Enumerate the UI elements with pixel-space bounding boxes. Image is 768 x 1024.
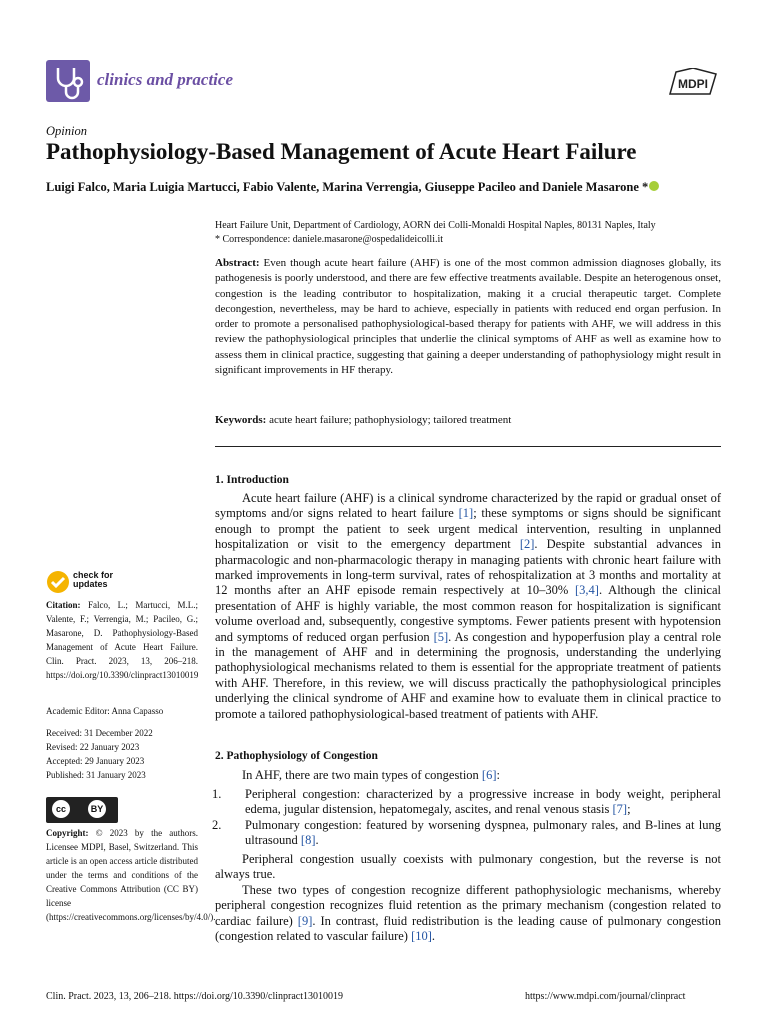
orcid-icon[interactable] xyxy=(649,181,659,191)
keywords-label: Keywords: xyxy=(215,414,267,426)
check-line: check for xyxy=(73,570,114,580)
list-text: Peripheral congestion: characterized by a progressive increase in body weight, peripheral edema, jugular distension, hepatomegaly, ascites, and renal venous stasis xyxy=(245,787,721,817)
citation-block xyxy=(46,598,198,682)
academic-editor: Academic Editor: Anna Capasso xyxy=(46,706,164,716)
punctuation: ; xyxy=(627,802,631,817)
reference-link[interactable]: [8] xyxy=(300,833,316,848)
paragraph xyxy=(215,768,721,783)
citation-text: Falco, L.; Martucci, M.L.; Valente, F.; Verrengia, M.; Pacileo, G.; Masarone, D. Pathophysiology-Based Management of Acute Heart Failure. Clin. Pract. 2023, 13, 206–218. https://doi.org/10.3390/clinpract13010019 xyxy=(46,600,199,680)
check-line: updates xyxy=(73,579,108,589)
punctuation: . xyxy=(315,833,319,848)
list-item xyxy=(212,787,721,818)
author-list xyxy=(46,180,659,195)
by-icon: BY xyxy=(86,798,108,820)
reference-link[interactable]: [3,4] xyxy=(575,583,599,598)
check-for-updates-link[interactable] xyxy=(73,571,113,589)
cc-icon: cc xyxy=(50,798,72,820)
date-accepted: Accepted: 29 January 2023 xyxy=(46,756,145,766)
affiliation: Heart Failure Unit, Department of Cardiology, AORN dei Colli-Monaldi Hospital Naples, 80131 Naples, Italy xyxy=(215,220,656,231)
date-received: Received: 31 December 2022 xyxy=(46,728,153,738)
correspondence: * Correspondence: daniele.masarone@ospedalideicolli.it xyxy=(215,234,444,245)
citation-label: Citation: xyxy=(46,600,81,610)
text-run: These two types of congestion recognize different pathophysiologic mechanisms, whereby peripheral congestion recognizes fluid retention as the primary mechanism (congestion related to cardiac failure) xyxy=(215,882,721,928)
section-heading-introduction: 1. Introduction xyxy=(215,474,289,486)
copyright-block xyxy=(46,826,216,924)
reference-link[interactable]: [2] xyxy=(519,537,535,552)
text-run: . xyxy=(431,929,436,944)
article-title: Pathophysiology-Based Management of Acute Heart Failure xyxy=(46,139,637,164)
congestion-list xyxy=(212,787,721,849)
text-run: . As congestion and hypoperfusion play a central role in the management of AHF and in determining the prognosis, understanding the underlying pathophysiological mechanisms related to them is essential for the appropriate treatment of patients with AHF. Therefore, in this review, we will discuss practically the pathophysiological principles underlying the clinical syndrome of AHF and examine how to evaluate them in clinical practice to promote a tailored pathophysiological-based treatment of patients with AHF. xyxy=(215,629,721,721)
text-run: In AHF, there are two main types of congestion xyxy=(242,768,482,782)
abstract-text: Even though acute heart failure (AHF) is one of the most common admission diagnoses globally, its pathogenesis is poorly understood, and there are few effective treatments available. Despite an heterogenous onset, congestion is the leading contributor to hospitalization, making it a crucial therapeutic target. Complete decongestion, nevertheless, may be hard to achieve, especially in patients with reduced end organ perfusion. In order to promote a personalised pathophysiological-based therapy for patients with AHF, we will address in this review the pathophysiological principles that underlie the clinical symptoms of AHF as well as examine how to assess them in clinical practice, suggesting that gaining a deeper understanding of pathophysiology might result in significant improvements in HF therapy. xyxy=(215,257,722,377)
abstract-label: Abstract: xyxy=(215,257,260,269)
list-text: Pulmonary congestion: featured by worsening dyspnea, pulmonary rales, and B-lines at lung ultrasound xyxy=(245,817,721,848)
reference-link[interactable]: [5] xyxy=(433,629,449,644)
journal-name: clinics and practice xyxy=(97,70,233,89)
journal-logo-stethoscope-icon xyxy=(46,60,90,102)
list-number: 2. xyxy=(212,817,222,832)
paragraph xyxy=(215,491,721,722)
divider xyxy=(215,446,721,447)
list-number: 1. xyxy=(212,787,222,801)
footer-citation: Clin. Pract. 2023, 13, 206–218. https://doi.org/10.3390/clinpract13010019 xyxy=(46,991,344,1002)
cc-by-license-icon[interactable] xyxy=(46,797,118,823)
history-dates xyxy=(46,726,198,782)
copyright-text: © 2023 by the authors. Licensee MDPI, Basel, Switzerland. This article is an open access article distributed under the terms and conditions of the Creative Commons Attribution (CC BY) license (https://creativecommons.org/licenses/by/4.0/). xyxy=(46,828,216,922)
introduction-body xyxy=(215,491,721,722)
article-type: Opinion xyxy=(46,124,87,138)
text-run: . In contrast, fluid redistribution is the leading cause of pulmonary congestion (congestion related to vascular failure) xyxy=(215,913,722,944)
check-for-updates-icon[interactable] xyxy=(46,570,70,594)
authors-text: Luigi Falco, Maria Luigia Martucci, Fabio Valente, Marina Verrengia, Giuseppe Pacileo and Daniele Masarone * xyxy=(46,180,649,194)
text-run: . Despite substantial advances in pharmacologic and non-pharmacologic therapy in managing patients with chronic heart failure with marked improvements in long-term survival, rates of rehospitalization at 3 months and mortality at 12 months after an AHF episode remain respectively at 10–30% xyxy=(215,537,721,598)
section2-body xyxy=(215,852,721,944)
date-published: Published: 31 January 2023 xyxy=(46,770,146,780)
keywords-text: acute heart failure; pathophysiology; tailored treatment xyxy=(269,414,512,426)
text-run: . Although the clinical presentation of AHF is highly variable, the most common reason for hospitalization is significant volume overload and, subsequently, congestive symptoms. Fewer patients present with hypotension and symptoms of reduced organ perfusion xyxy=(215,583,722,644)
abstract xyxy=(215,256,721,378)
reference-link[interactable]: [7] xyxy=(612,802,628,817)
footer-journal-url[interactable]: https://www.mdpi.com/journal/clinpract xyxy=(525,991,686,1002)
date-revised: Revised: 22 January 2023 xyxy=(46,742,140,752)
svg-text:MDPI: MDPI xyxy=(678,77,708,91)
list-item xyxy=(212,817,721,849)
paragraph xyxy=(215,883,721,945)
keywords xyxy=(215,414,511,426)
paragraph: Peripheral congestion usually coexists with pulmonary congestion, but the reverse is not always true. xyxy=(215,852,721,882)
text-run: : xyxy=(496,768,500,782)
reference-link[interactable]: [6] xyxy=(481,768,497,782)
reference-link[interactable]: [1] xyxy=(458,506,474,521)
reference-link[interactable]: [9] xyxy=(297,913,313,928)
mdpi-logo xyxy=(666,68,720,96)
copyright-label: Copyright: xyxy=(46,828,89,838)
section-heading-pathophysiology: 2. Pathophysiology of Congestion xyxy=(215,750,378,762)
reference-link[interactable]: [10] xyxy=(411,929,432,944)
text-run: Acute heart failure (AHF) is a clinical syndrome characterized by the rapid or gradual onset of symptoms and/or signs related to heart failure xyxy=(215,491,721,521)
section2-intro xyxy=(215,768,721,783)
affiliation-block xyxy=(215,219,725,247)
text-run: ; these symptoms or signs should be significant enough to prompt the patient to seek urgent medical intervention, resulting in unplanned hospitalization or visit to the emergency department xyxy=(215,506,721,552)
